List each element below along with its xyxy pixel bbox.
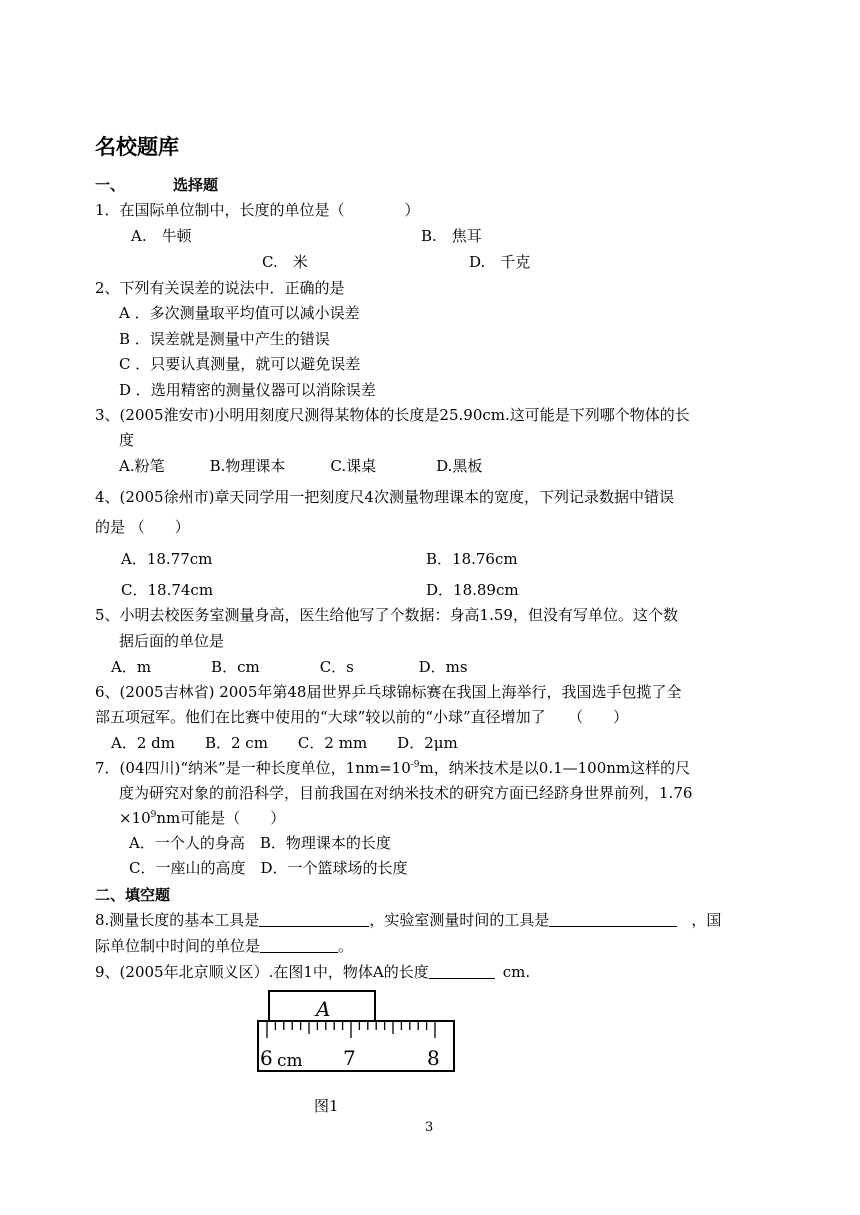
ruler-label-8: 8	[427, 1046, 440, 1070]
ruler-label-7: 7	[343, 1046, 356, 1070]
q7-exponent-1: -9	[410, 760, 420, 770]
q2-option-d: D ．选用精密的测量仪器可以消除误差	[119, 381, 376, 399]
q1-stem: 1．在国际单位制中，长度的单位是（ ）	[95, 201, 420, 219]
q9-blank[interactable]	[429, 964, 495, 979]
q8-line2	[95, 937, 353, 955]
q8-text-3: ，国	[691, 911, 722, 929]
page-number: 3	[425, 1120, 434, 1135]
q4-stem-line2: 的是 （ ）	[95, 518, 190, 536]
q5-stem-line2: 据后面的单位是	[119, 632, 225, 650]
q7-stem-line1-a: 7．(04四川)“纳米”是一种长度单位，1nm=10	[95, 759, 411, 777]
q7-exponent-2: 9	[150, 810, 157, 820]
q7-stem-line1	[95, 759, 690, 777]
q5-stem-line1: 5、小明去校医务室测量身高，医生给他写了个数据：身高1.59，但没有写单位。这个数	[95, 606, 678, 624]
q4-stem-line1: 4、(2005徐州市)章天同学用一把刻度尺4次测量物理课本的宽度，下列记录数据中错误	[95, 488, 674, 506]
q3-stem-line1: 3、(2005淮安市)小明用刻度尺测得某物体的长度是25.90cm.这可能是下列哪个物体的长	[95, 406, 690, 424]
q2-option-b: B ．误差就是测量中产生的错误	[119, 330, 330, 348]
q4-option-b: B．18.76cm	[426, 550, 518, 568]
q1-option-c: C. 米	[262, 253, 308, 271]
ruler-label-6: 6	[260, 1046, 273, 1070]
q4-option-a: A．18.77cm	[121, 550, 213, 568]
q8-text-1: 8.测量长度的基本工具是	[95, 911, 260, 929]
section-label: 选择题	[173, 176, 219, 194]
q8-blank-1[interactable]	[259, 912, 369, 927]
figure-caption: 图1	[314, 1097, 339, 1115]
q2-option-a: A ．多次测量取平均值可以减小误差	[119, 304, 360, 322]
q8-blank-2[interactable]	[549, 912, 677, 927]
q9-text-2: cm.	[502, 963, 531, 981]
page-title: 名校题库	[95, 135, 179, 159]
ruler-unit-cm: cm	[277, 1051, 303, 1071]
q4-option-c: C．18.74cm	[121, 581, 214, 599]
q1-option-a: A. 牛顿	[131, 227, 192, 245]
q8-text-2: ，实验室测量时间的工具是	[369, 911, 550, 929]
section-fill-heading: 二、填空题	[95, 886, 171, 904]
q9-line	[95, 963, 530, 981]
q1-option-d: D. 千克	[469, 253, 531, 271]
section-choice-heading	[95, 176, 218, 194]
q7-options-cd: C．一座山的高度 D．一个篮球场的长度	[129, 859, 408, 877]
q7-stem-line3-b: nm可能是（ ）	[156, 809, 286, 827]
q8-text-4: 际单位制中时间的单位是	[95, 937, 261, 955]
object-a-label: A	[316, 997, 331, 1021]
q6-stem-line2: 部五项冠军。他们在比赛中使用的“大球”较以前的“小球”直径增加了 （ ）	[95, 708, 629, 726]
q3-stem-line2: 度	[119, 431, 135, 449]
q7-stem-line2: 度为研究对象的前沿科学，目前我国在对纳米技术的研究方面已经跻身世界前列，1.76	[119, 784, 693, 802]
q6-options: A．2 dm B．2 cm C．2 mm D．2μm	[111, 734, 458, 752]
ruler-figure	[250, 988, 465, 1078]
q3-options: A.粉笔 B.物理课本 C.课桌 D.黑板	[119, 457, 483, 475]
q7-stem-line3	[119, 809, 285, 827]
q7-options-ab: A．一个人的身高 B．物理课本的长度	[129, 834, 391, 852]
q2-option-c: C ．只要认真测量，就可以避免误差	[119, 355, 361, 373]
q8-line1	[95, 911, 721, 929]
q1-option-b: B. 焦耳	[421, 227, 482, 245]
section-number: 一、	[95, 176, 126, 194]
q9-text-1: 9、(2005年北京顺义区）.在图1中，物体A的长度	[95, 963, 429, 981]
q8-blank-3[interactable]	[260, 938, 338, 953]
q6-stem-line1: 6、(2005吉林省) 2005年第48届世界乒乓球锦标赛在我国上海举行，我国选手包揽了全	[95, 683, 682, 701]
q4-option-d: D．18.89cm	[426, 581, 519, 599]
q5-options: A．m B．cm C．s D．ms	[111, 658, 468, 676]
q7-stem-line3-a: ×10	[119, 809, 151, 827]
q2-stem: 2、下列有关误差的说法中．正确的是	[95, 279, 345, 297]
q7-stem-line1-b: m，纳米技术是以0.1—100nm这样的尺	[419, 759, 691, 777]
q8-text-5: 。	[338, 937, 354, 955]
